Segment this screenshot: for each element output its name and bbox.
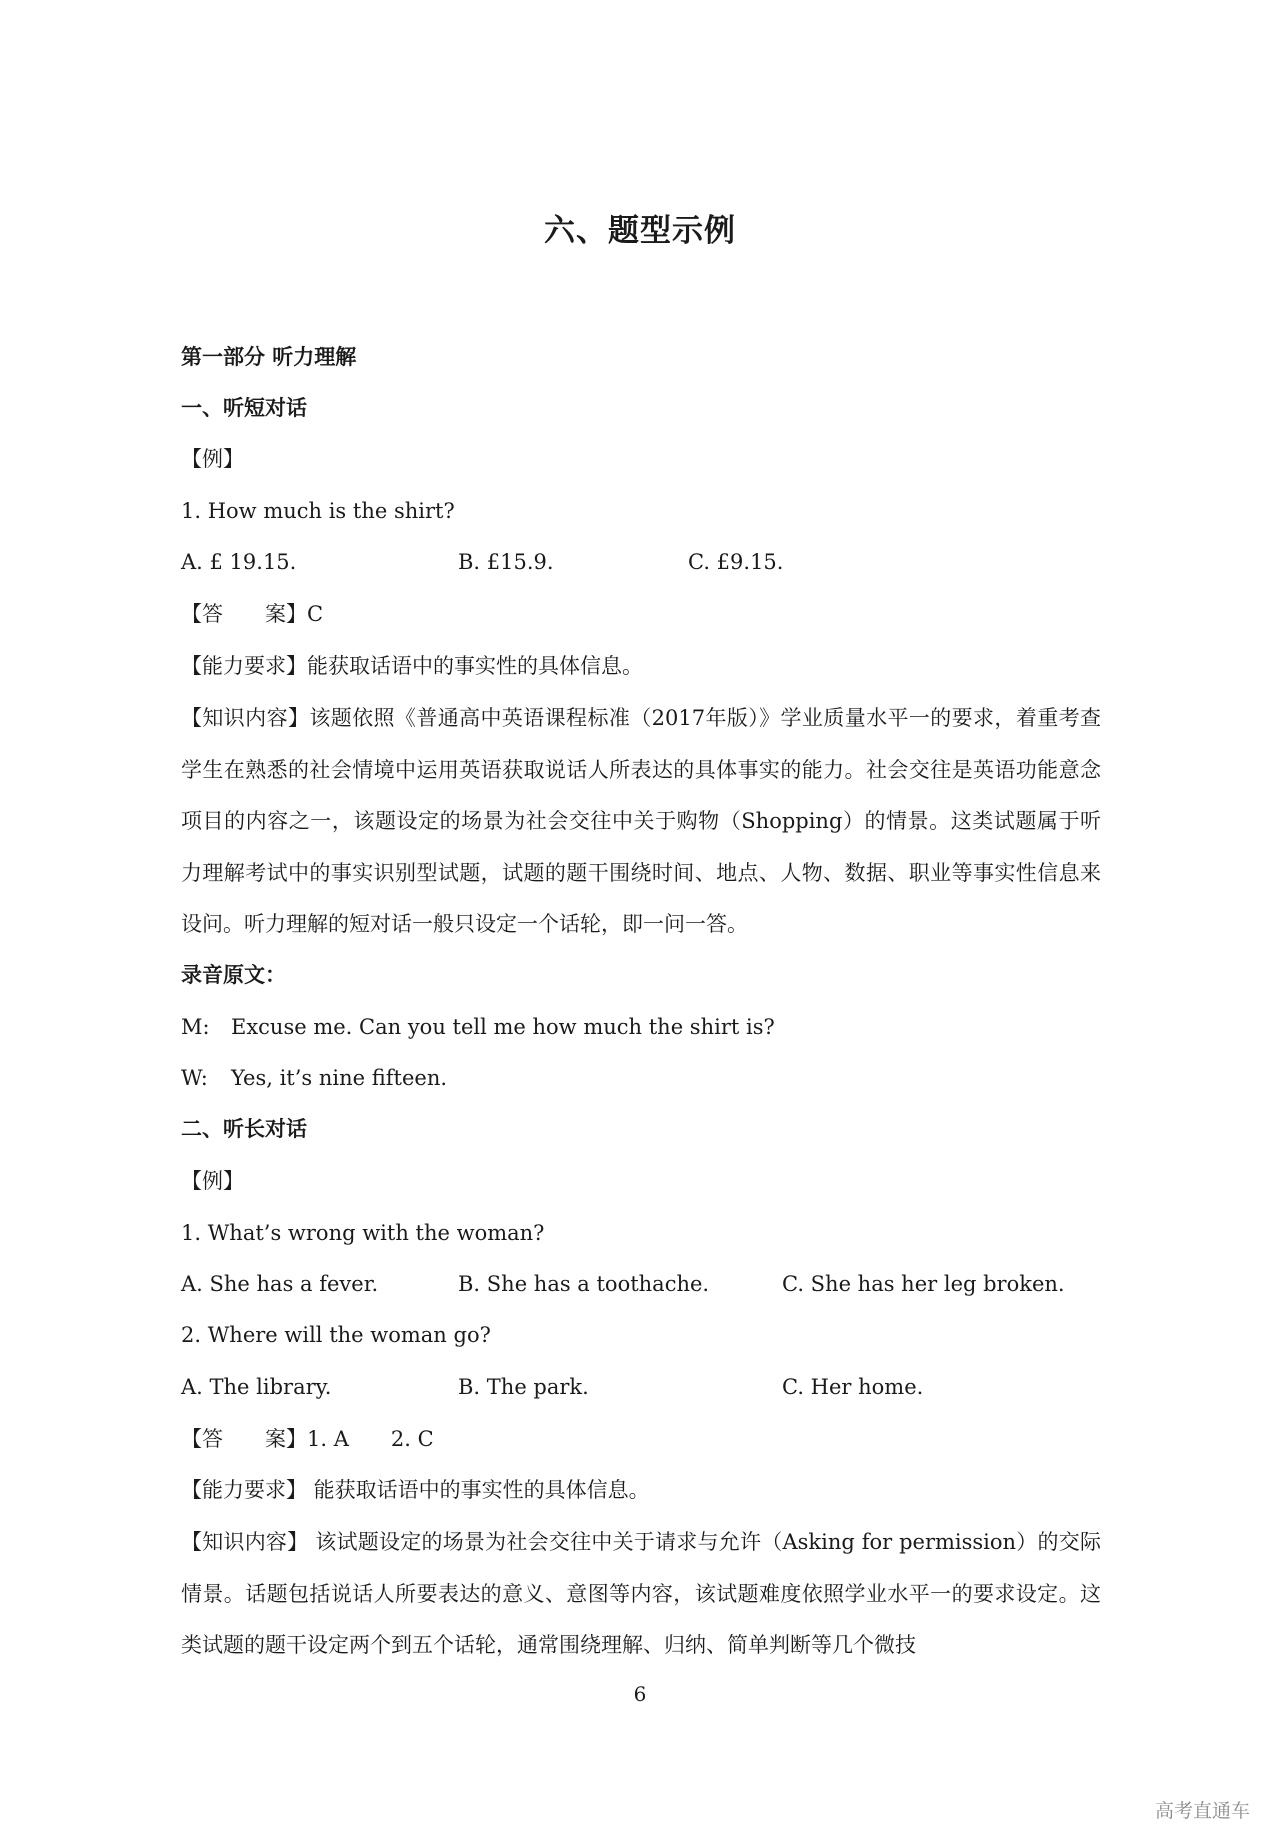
question-text: 2. Where will the woman go? (181, 1323, 491, 1347)
part-heading: 第一部分 听力理解 (181, 345, 357, 369)
option-b: B. She has a toothache. (458, 1272, 710, 1296)
answer-label: 【答 案】 (181, 1427, 307, 1451)
ability-line (181, 1475, 650, 1505)
section-heading-long-dialogue: 二、听长对话 (181, 1117, 307, 1141)
transcript-text: Excuse me. Can you tell me how much the shirt is? (231, 1015, 775, 1039)
answer-value: C (307, 602, 324, 626)
knowledge-paragraph (181, 693, 1101, 951)
transcript-label: 录音原文： (181, 963, 286, 987)
knowledge-paragraph (181, 1517, 1101, 1672)
watermark: 高考直通车 (1154, 1800, 1250, 1822)
ability-label: 【能力要求】 (181, 654, 307, 678)
knowledge-text: 该题依照《普通高中英语课程标准（2017年版）》学业质量水平一的要求，着重考查学生在熟悉的社会情境中运用英语获取说话人所表达的具体事实的能力。社会交往是英语功能意念项目的内容之一，该题设定的场景为社会交往中关于购物（Shopping）的情景。这类试题属于听力理解考试中的事实识别型试题，试题的题干围绕时间、地点、人物、数据、职业等事实性信息来设问。听力理解的短对话一般只设定一个话轮，即一问一答。 (181, 706, 1101, 936)
question-text: 1. How much is the shirt? (181, 499, 455, 523)
transcript-line (181, 1063, 447, 1093)
answer-value: 1. A 2. C (307, 1427, 434, 1451)
page-number: 6 (633, 1682, 647, 1706)
option-b: B. The park. (458, 1375, 589, 1399)
answer-line (181, 599, 323, 629)
example-label: 【例】 (181, 447, 244, 471)
ability-text: 能获取话语中的事实性的具体信息。 (307, 1478, 650, 1502)
option-c: C. Her home. (782, 1375, 924, 1399)
speaker-label: M: (181, 1015, 210, 1039)
option-a: A. She has a fever. (181, 1272, 379, 1296)
transcript-text: Yes, it’s nine fifteen. (231, 1066, 448, 1090)
knowledge-label: 【知识内容】 (181, 706, 310, 730)
option-a: A. £ 19.15. (181, 550, 297, 574)
page-title: 六、题型示例 (544, 213, 736, 249)
knowledge-label: 【知识内容】 (181, 1530, 309, 1554)
option-b: B. £15.9. (458, 550, 554, 574)
answer-line (181, 1424, 434, 1454)
speaker-label: W: (181, 1066, 208, 1090)
option-a: A. The library. (181, 1375, 332, 1399)
section-heading-short-dialogue: 一、听短对话 (181, 396, 307, 420)
ability-label: 【能力要求】 (181, 1478, 307, 1502)
answer-label: 【答 案】 (181, 602, 307, 626)
transcript-line (181, 1012, 775, 1042)
ability-line (181, 651, 643, 681)
option-c: C. £9.15. (688, 550, 784, 574)
option-c: C. She has her leg broken. (782, 1272, 1065, 1296)
knowledge-text: 该试题设定的场景为社会交往中关于请求与允许（Asking for permission）的交际情景。话题包括说话人所要表达的意义、意图等内容，该试题难度依照学业水平一的要求设定。这类试题的题干设定两个到五个话轮，通常围绕理解、归纳、简单判断等几个微技 (181, 1530, 1101, 1657)
question-text: 1. What’s wrong with the woman? (181, 1221, 545, 1245)
example-label: 【例】 (181, 1169, 244, 1193)
ability-text: 能获取话语中的事实性的具体信息。 (307, 654, 643, 678)
